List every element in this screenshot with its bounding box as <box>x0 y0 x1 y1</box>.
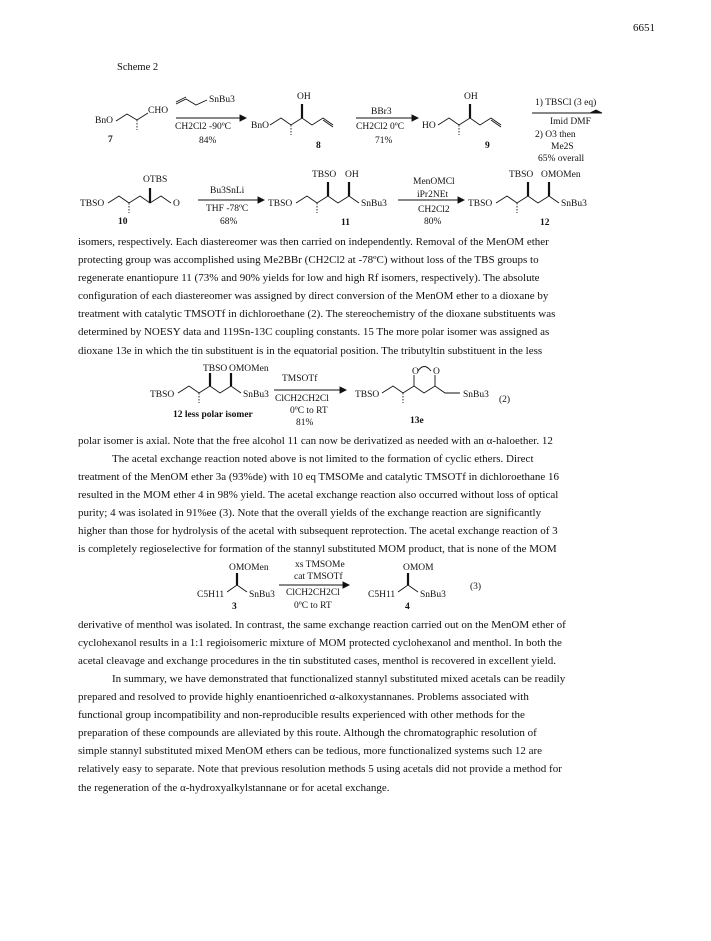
page-number: 6651 <box>633 22 655 34</box>
cmpd-12-omomen: OMOMen <box>541 170 581 180</box>
yield-5: 80% <box>424 217 442 227</box>
eq2-pr-o1: O <box>412 367 419 377</box>
text-line: functional group incompatibility and non-reproducible results experienced with other methods for the <box>78 709 525 722</box>
yield-4: 68% <box>220 217 238 227</box>
eq2-cond: 0ºC to RT <box>290 406 328 416</box>
eq3-solvent: ClCH2CH2Cl <box>286 588 340 598</box>
cmpd-9-ho: HO <box>422 121 436 131</box>
cmpd-11-tbso: TBSO <box>268 199 293 209</box>
eq2-pr-label: 13e <box>410 416 424 426</box>
text-line: determined by NOESY data and 119Sn-13C coupling constants. 15 The more polar isomer was assigned as <box>78 326 550 339</box>
eq2-solvent: ClCH2CH2Cl <box>275 394 329 404</box>
eq3-reagent2: cat TMSOTf <box>294 572 343 582</box>
reagent-2: BBr3 <box>371 107 392 117</box>
cmpd-8-label: 8 <box>316 141 321 151</box>
eq3-sm-c5: C5H11 <box>197 590 225 600</box>
cmpd-10-label: 10 <box>118 217 128 227</box>
text-line: dioxane 13e in which the tin substituent is in the equatorial position. The tributyltin substituent in the less <box>78 344 543 357</box>
text-line: treatment of the MenOM ether 3a (93%de) with 10 eq TMSOMe and catalytic TMSOTf in dichloroethane 16 <box>78 471 560 484</box>
cmpd-12-tbso: TBSO <box>468 199 493 209</box>
cmpd-7-bno: BnO <box>95 116 113 126</box>
cmpd-11-sn: SnBu3 <box>361 199 387 209</box>
paragraph-5 <box>78 670 636 797</box>
cmpd-12-tbso-top: TBSO <box>509 170 534 180</box>
cmpd-11-oh: OH <box>345 170 359 180</box>
eq2-pr-o2: O <box>433 367 440 377</box>
eq2-sm-tbso-top: TBSO <box>203 364 228 374</box>
cmpd-10-o: O <box>173 199 180 209</box>
cond-4: THF -78ºC <box>206 204 249 214</box>
eq2-number: (2) <box>499 395 511 405</box>
reagent-3-line1: 1) TBSCl (3 eq) <box>535 98 597 108</box>
text-line: In summary, we have demonstrated that functionalized stannyl substituted mixed acetals can be readily <box>112 673 566 685</box>
text-line: purity; 4 was isolated in 91%ee (3). Note that the overall yields of the exchange reaction are significantly <box>78 507 542 520</box>
text-line: isomers, respectively. Each diastereomer was then carried on independently. Removal of the MenOM ether <box>78 236 549 248</box>
scheme-title: Scheme 2 <box>117 62 159 73</box>
eq3-pr-omom: OMOM <box>403 563 434 573</box>
eq2-pr-sn: SnBu3 <box>463 390 489 400</box>
paragraph-3 <box>78 450 636 559</box>
text-line: treatment with catalytic TMSOTf in dichloroethane (2). The stereochemistry of the dioxane substituents was <box>78 308 556 321</box>
eq3-number: (3) <box>470 582 482 592</box>
paragraph-1 <box>78 233 636 360</box>
eq3-pr-label: 4 <box>405 602 410 612</box>
eq3-sm-label: 3 <box>232 602 237 612</box>
reagent-5-line2: iPr2NEt <box>417 190 449 200</box>
yield-2: 71% <box>375 136 393 146</box>
eq3-sm-sn: SnBu3 <box>249 590 275 600</box>
eq3-reagent1: xs TMSOMe <box>295 560 345 570</box>
text-line: acetal cleavage and exchange procedures in the tin substituted cases, menthol is recovered in excellent yield. <box>78 655 557 668</box>
cmpd-10-tbso: TBSO <box>80 199 105 209</box>
text-line: preparation of these compounds are alleviated by this route. Although the chromatographic resolution of <box>78 727 537 740</box>
text-line: protecting group was accomplished using Me2BBr (CH2Cl2 at -78ºC) without loss of the TBS groups to <box>78 254 539 267</box>
cmpd-12-sn: SnBu3 <box>561 199 587 209</box>
cmpd-11-label: 11 <box>341 218 350 228</box>
text-line: the regeneration of the α-hydroxyalkylstannane or for acetal exchange. <box>78 781 390 794</box>
cond-2: CH2Cl2 0ºC <box>356 122 405 132</box>
cmpd-9-label: 9 <box>485 141 490 151</box>
eq2-pr-tbso: TBSO <box>355 390 380 400</box>
reagent-5-line3: CH2Cl2 <box>418 205 450 215</box>
text-line: relatively easy to separate. Note that previous resolution methods 5 using acetals did not provide a method for <box>78 763 562 776</box>
cmpd-10-otbs: OTBS <box>143 175 168 185</box>
cmpd-12-label: 12 <box>540 218 550 228</box>
text-line: resulted in the MOM ether 4 in 98% yield. The acetal exchange reaction also occurred without loss of optical <box>78 489 559 502</box>
text-line: higher than those for hydrolysis of the acetal with subsequent reprotection. The acetal exchange reaction of 3 <box>78 525 558 538</box>
text-line: is completely regioselective for formation of the stannyl substituted MOM product, that is none of the MOM <box>78 543 557 556</box>
eq2-sm-sn: SnBu3 <box>243 390 269 400</box>
reagent-3-line2: Imid DMF <box>550 117 591 127</box>
eq3-sm-omomen: OMOMen <box>229 563 269 573</box>
text-line: polar isomer is axial. Note that the free alcohol 11 can now be derivatized as needed with an α-haloether. 12 <box>78 435 553 447</box>
paragraph-2 <box>78 432 636 450</box>
cmpd-9-oh: OH <box>464 92 478 102</box>
text-line: derivative of menthol was isolated. In contrast, the same exchange reaction carried out on the MenOM ether of <box>78 619 566 631</box>
yield-1: 84% <box>199 136 217 146</box>
cmpd-11-tbso-top: TBSO <box>312 170 337 180</box>
cmpd-7-cho: CHO <box>148 106 169 116</box>
eq2-sm-omomen: OMOMen <box>229 364 269 374</box>
eq3-cond: 0ºC to RT <box>294 601 332 611</box>
reagent-3-line3: 2) O3 then <box>535 130 576 140</box>
text-line: cyclohexanol results in a 1:1 regioisomeric mixture of MOM protected cyclohexanol and menthol. In both the <box>78 637 562 650</box>
reagent-3-line4: Me2S <box>551 142 574 152</box>
eq2-reagent: TMSOTf <box>282 374 318 384</box>
reagent-5-line1: MenOMCl <box>413 177 455 187</box>
eq3-pr-sn: SnBu3 <box>420 590 446 600</box>
text-line: regenerate enantiopure 11 (73% and 90% yields for low and high Rf isomers, respectively). The absolute <box>78 272 540 285</box>
reagent-3-line5: 65% overall <box>538 154 585 164</box>
cmpd-8-oh: OH <box>297 92 311 102</box>
text-line: configuration of each diastereomer was assigned by direct conversion of the MenOM ether to a dioxane by <box>78 290 549 303</box>
eq2-sm-label: 12 less polar isomer <box>173 410 253 420</box>
reagent-4: Bu3SnLi <box>210 186 245 196</box>
text-line: prepared and resolved to provide highly enantioenriched α-alkoxystannanes. Problems associated with <box>78 691 529 704</box>
cond-1: CH2Cl2 -90ºC <box>175 122 231 132</box>
cmpd-8-bno: BnO <box>251 121 269 131</box>
reagent-1: SnBu3 <box>209 95 235 105</box>
eq3-pr-c5: C5H11 <box>368 590 396 600</box>
eq2-yield: 81% <box>296 418 314 428</box>
eq2-sm-tbso: TBSO <box>150 390 175 400</box>
text-line: The acetal exchange reaction noted above is not limited to the formation of cyclic ethers. Direct <box>112 453 534 465</box>
cmpd-7-label: 7 <box>108 135 113 145</box>
paragraph-4 <box>78 616 636 670</box>
text-line: simple stannyl substituted mixed MenOM ethers can be tedious, more functionalized systems such 12 are <box>78 745 543 758</box>
